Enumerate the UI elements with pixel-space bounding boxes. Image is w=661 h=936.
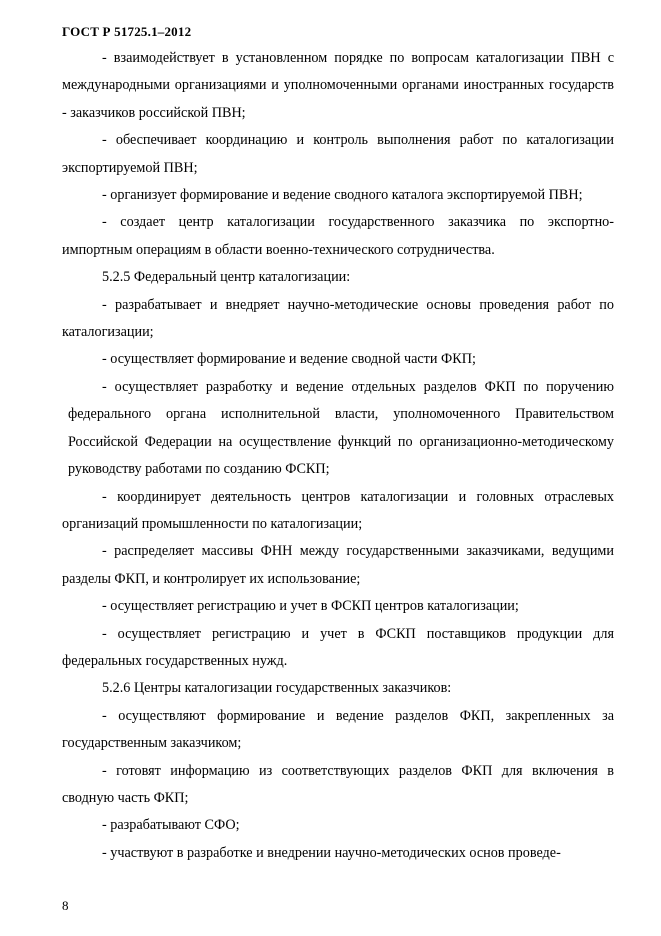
paragraph: - создает центр каталогизации государственного заказчика по экспортно-импортным операциям в области военно-технического сотрудничества. <box>62 214 614 258</box>
document-body <box>62 45 614 867</box>
paragraph: - разрабатывает и внедряет научно-методические основы проведения работ по каталогизации; <box>62 296 614 341</box>
paragraph: - осуществляют формирование и ведение разделов ФКП, закрепленных за государственным заказчиком; <box>62 707 614 752</box>
paragraph: - осуществляет формирование и ведение сводной части ФКП; <box>102 351 476 368</box>
paragraph: - распределяет массивы ФНН между государственными заказчиками, ведущими разделы ФКП, и контролирует их использование; <box>62 543 614 587</box>
section-heading: 5.2.6 Центры каталогизации государственных заказчиков: <box>102 680 452 697</box>
paragraph: - разрабатывают СФО; <box>102 817 240 834</box>
paragraph: - осуществляет регистрацию и учет в ФСКП поставщиков продукции для федеральных государственных нужд. <box>62 625 614 669</box>
paragraph: - обеспечивает координацию и контроль выполнения работ по каталогизации экспортируемой ПВН; <box>62 132 614 176</box>
paragraph: - осуществляет регистрацию и учет в ФСКП центров каталогизации; <box>102 598 519 615</box>
document-code-header: ГОСТ Р 51725.1–2012 <box>62 24 192 39</box>
paragraph: - взаимодействует в установленном порядке по вопросам каталогизации ПВН с международными организациями и уполномоченными органами иностранных государств - заказчиков российской ПВН; <box>62 50 614 121</box>
paragraph: - организует формирование и ведение сводного каталога экспортируемой ПВН; <box>102 187 583 204</box>
page-number: 8 <box>62 898 69 913</box>
paragraph: - осуществляет разработку и ведение отдельных разделов ФКП по поручению федерального органа исполнительной власти, уполномоченного Правительством Российской Федерации на осуществление функций по организационно-методическому руководству работами по созданию ФСКП; <box>68 378 614 478</box>
section-heading: 5.2.5 Федеральный центр каталогизации: <box>102 269 351 286</box>
paragraph: - координирует деятельность центров каталогизации и головных отраслевых организаций промышленности по каталогизации; <box>62 488 614 532</box>
paragraph: - готовят информацию из соответствующих разделов ФКП для включения в сводную часть ФКП; <box>62 762 614 806</box>
paragraph: - участвуют в разработке и внедрении научно-методических основ проведе- <box>102 844 561 861</box>
